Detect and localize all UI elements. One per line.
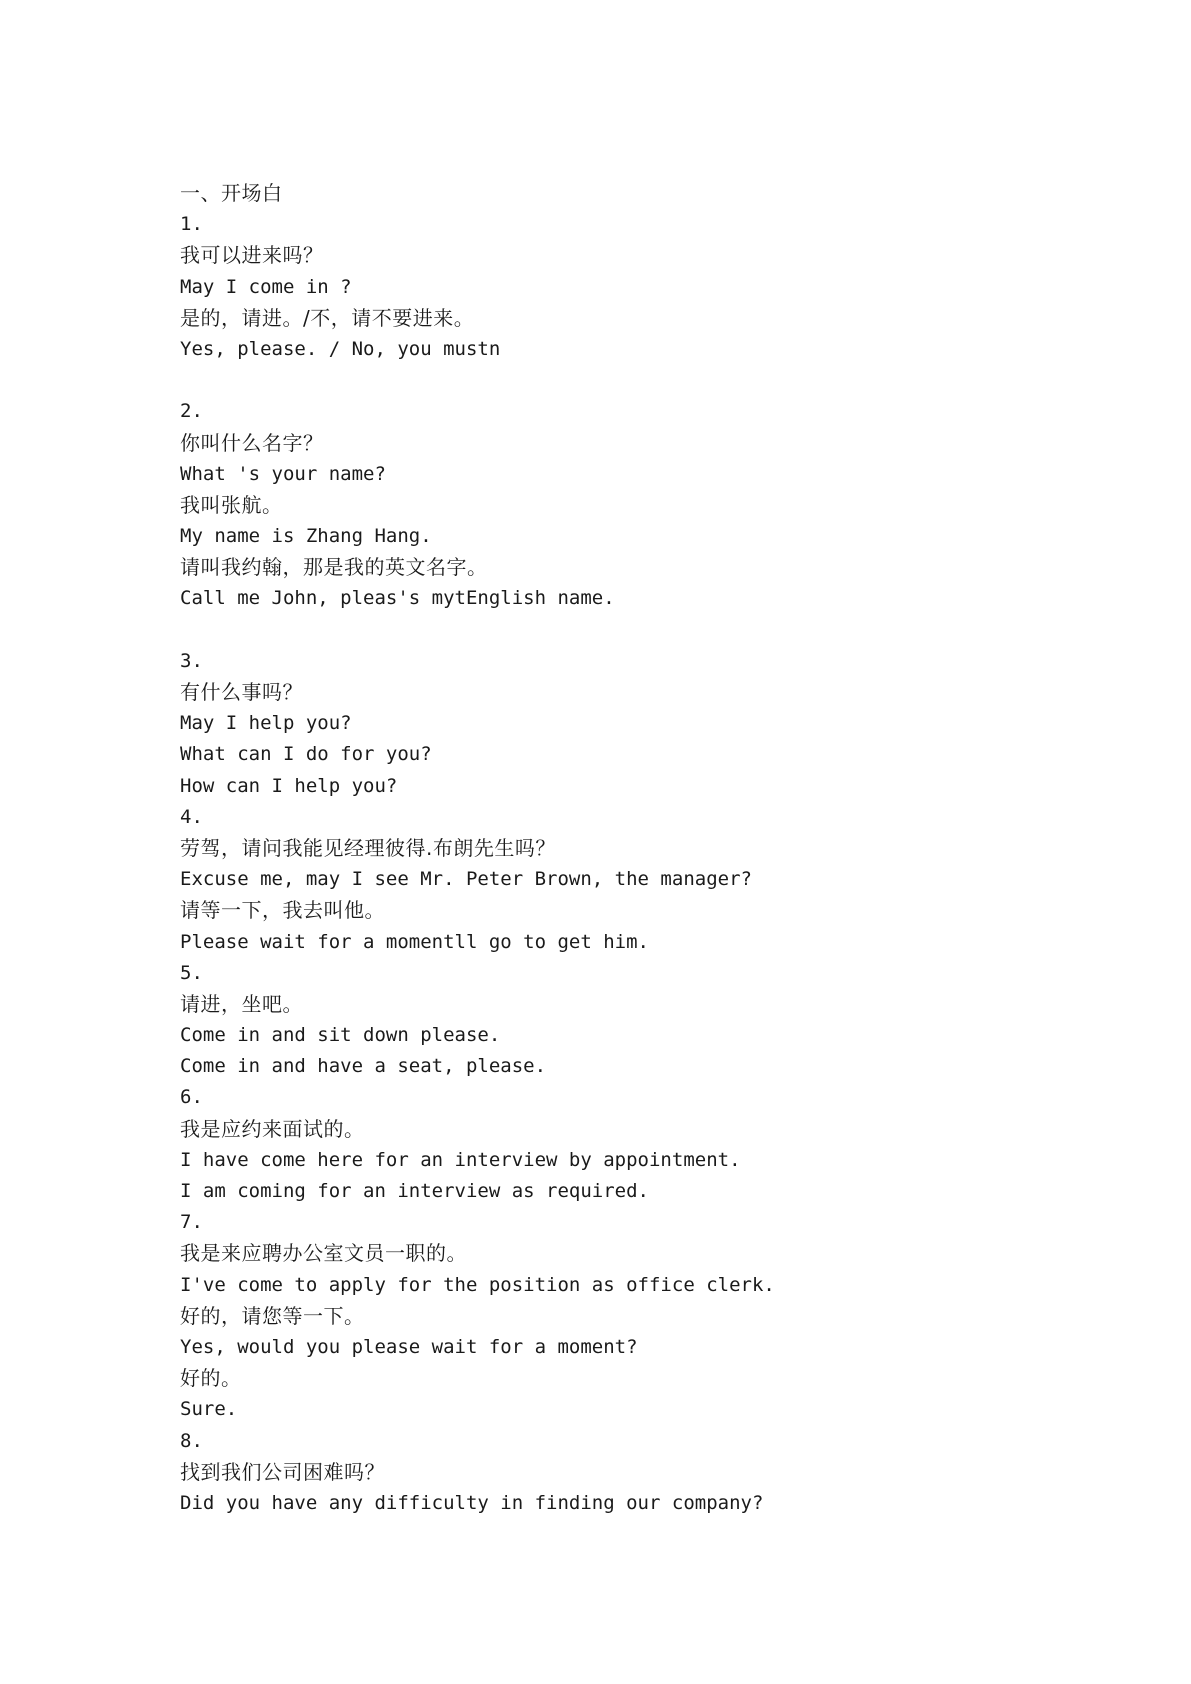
text-line: Sure.: [180, 1398, 238, 1421]
text-line: 1.: [180, 213, 203, 236]
text-line: 好的。: [180, 1366, 242, 1391]
text-line: 劳驾，请问我能见经理彼得.布朗先生吗？: [180, 835, 556, 860]
text-line: My name is Zhang Hang.: [180, 525, 432, 548]
text-line: 3.: [180, 649, 203, 672]
text-line: 我可以进来吗？: [180, 243, 324, 268]
text-line: Come in and sit down please.: [180, 1024, 501, 1047]
document-body: [180, 178, 1080, 1519]
text-line: How can I help you?: [180, 774, 398, 797]
text-line: Please wait for a momentll go to get him.: [180, 930, 649, 953]
text-line: 请进，坐吧。: [180, 991, 303, 1016]
text-line: 我是应约来面试的。: [180, 1116, 365, 1141]
text-line: May I help you?: [180, 712, 352, 735]
text-line: Yes, would you please wait for a moment?: [180, 1335, 638, 1358]
text-line: I've come to apply for the position as office clerk.: [180, 1273, 775, 1296]
text-line: Come in and have a seat, please.: [180, 1055, 547, 1078]
text-line: 是的，请进。/不，请不要进来。: [180, 305, 475, 330]
text-line: 4.: [180, 805, 203, 828]
text-line: 好的，请您等一下。: [180, 1303, 365, 1328]
text-line: 找到我们公司困难吗？: [180, 1459, 385, 1484]
text-line: Excuse me, may I see Mr. Peter Brown, the manager?: [180, 868, 752, 891]
text-line: Call me John, pleas's mytEnglish name.: [180, 587, 615, 610]
text-line: 有什么事吗？: [180, 680, 303, 704]
text-line: 2.: [180, 400, 203, 423]
text-line: 一、开场白: [180, 181, 283, 205]
text-line: 请叫我约翰，那是我的英文名字。: [180, 555, 488, 580]
text-line: 8.: [180, 1429, 203, 1452]
text-line: Did you have any difficulty in finding our company?: [180, 1491, 764, 1514]
text-line: 我叫张航。: [180, 492, 283, 517]
text-line: 6.: [180, 1086, 203, 1109]
text-line: 你叫什么名字？: [180, 430, 324, 455]
text-line: What can I do for you?: [180, 743, 432, 766]
text-line: I am coming for an interview as required.: [180, 1180, 649, 1202]
text-line: 5.: [180, 961, 203, 984]
text-line: 请等一下，我去叫他。: [180, 898, 385, 923]
blank-line: [180, 615, 1080, 646]
text-line: What 's your name?: [180, 462, 386, 485]
text-line: 我是来应聘办公室文员一职的。: [180, 1241, 467, 1266]
text-line: Yes, please. / No, you mustn: [180, 337, 501, 360]
text-line: I have come here for an interview by appointment.: [180, 1148, 741, 1171]
text-line: 7.: [180, 1211, 203, 1234]
text-line: May I come in ?: [180, 275, 352, 298]
blank-line: [180, 365, 1080, 396]
